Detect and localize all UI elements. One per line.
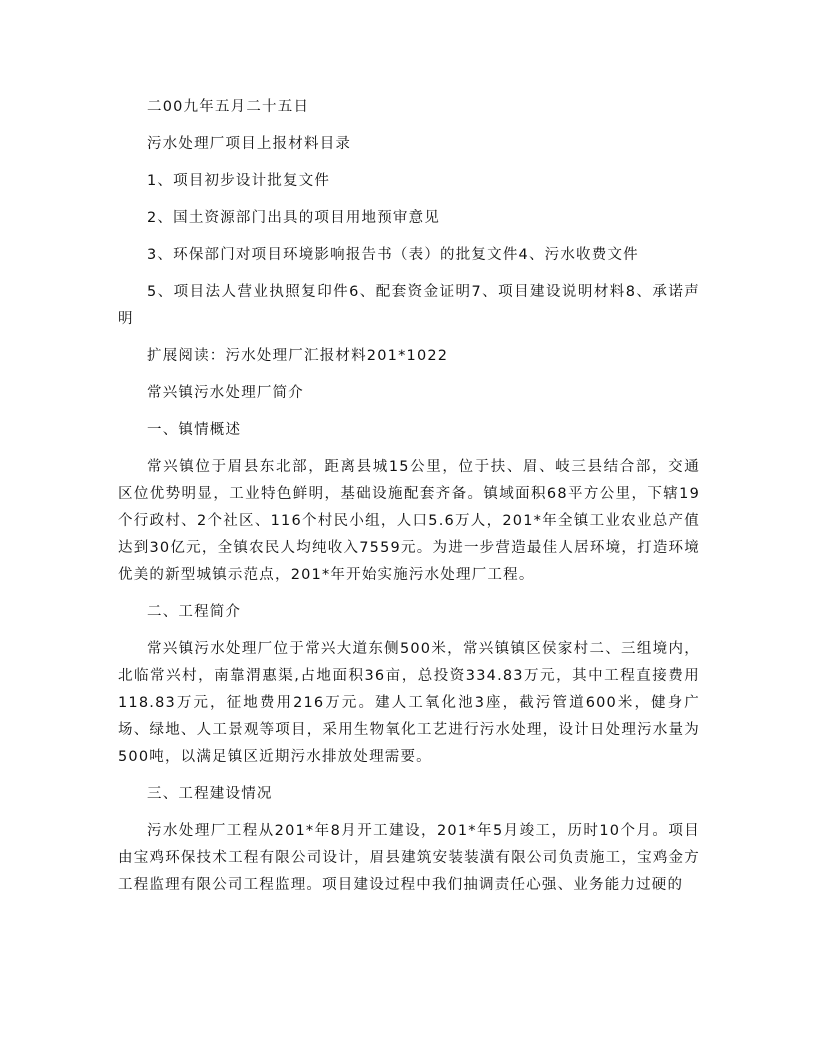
section-body-3: 污水处理厂工程从201*年8月开工建设，201*年5月竣工，历时10个月。项目由宝鸡环保技术工程有限公司设计，眉县建筑安装装潢有限公司负责施工，宝鸡金方工程监理有限公司工程监理。项目建设过程中我们抽调责任心强、业务能力过硬的 [118,823,700,893]
catalog-item-1: 1、项目初步设计批复文件 [147,173,331,189]
section-heading-2: 二、工程简介 [147,604,242,620]
date-line: 二00九年五月二十五日 [147,99,310,115]
catalog-item-5-8: 5、项目法人营业执照复印件6、配套资金证明7、项目建设说明材料8、承诺声明 [118,284,700,327]
section-heading-1: 一、镇情概述 [147,422,242,438]
extended-reading: 扩展阅读：污水处理厂汇报材料201*1022 [147,348,449,364]
catalog-item-3-4: 3、环保部门对项目环境影响报告书（表）的批复文件4、污水收费文件 [147,247,639,263]
section-body-2: 常兴镇污水处理厂位于常兴大道东侧500米，常兴镇镇区侯家村二、三组境内，北临常兴村，南靠渭惠渠,占地面积36亩，总投资334.83万元，其中工程直接费用118.83万元，征地费用216万元。建人工氧化池3座，截污管道600米，健身广场、绿地、人工景观等项目，采用生物氧化工艺进行污水处理，设计日处理污水量为500吨，以满足镇区近期污水排放处理需要。 [118,641,700,765]
section-body-1: 常兴镇位于眉县东北部，距离县城15公里，位于扶、眉、岐三县结合部，交通区位优势明显，工业特色鲜明，基础设施配套齐备。镇域面积68平方公里，下辖19个行政村、2个社区、116个村民小组，人口5.6万人，201*年全镇工业农业总产值达到30亿元，全镇农民人均纯收入7559元。为进一步营造最佳人居环境，打造环境优美的新型城镇示范点，201*年开始实施污水处理厂工程。 [118,459,700,583]
document-body [118,94,700,909]
catalog-title: 污水处理厂项目上报材料目录 [147,136,352,152]
section-heading-3: 三、工程建设情况 [147,786,273,802]
intro-title: 常兴镇污水处理厂简介 [147,385,304,401]
catalog-item-2: 2、国土资源部门出具的项目用地预审意见 [147,210,441,226]
